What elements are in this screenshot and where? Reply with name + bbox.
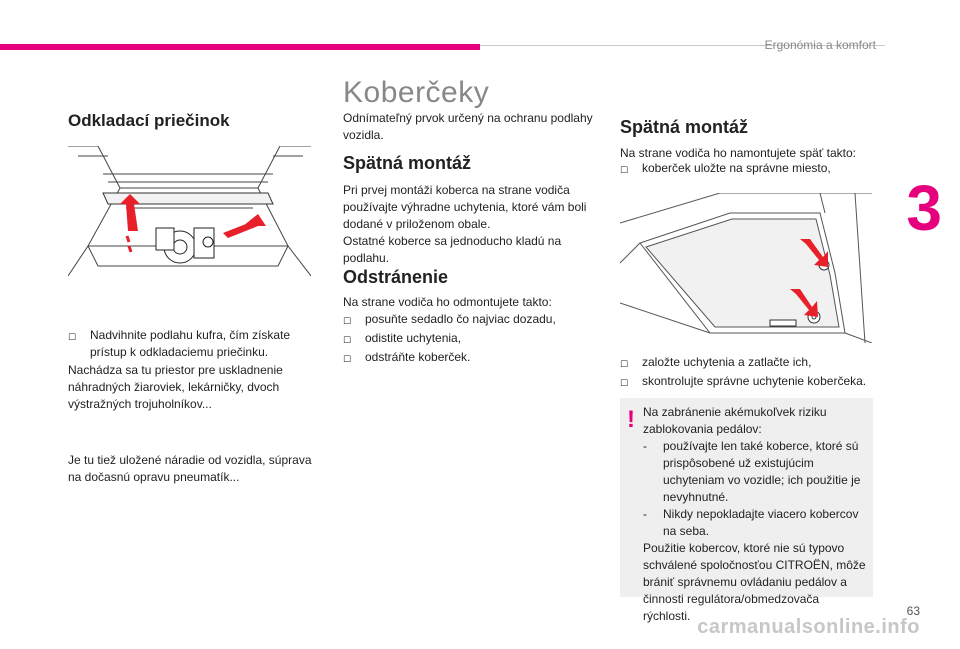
remove-step-text: odstráňte koberček. — [365, 350, 471, 364]
remove-step-text: odistite uchytenia, — [365, 331, 462, 345]
warning-intro: Na zabránenie akémukoľvek riziku zablokovania pedálov: — [643, 405, 827, 436]
header-accent-bar — [0, 44, 480, 50]
chapter-number: 3 — [906, 172, 942, 244]
dash-bullet: - — [643, 439, 647, 453]
list-item — [343, 330, 601, 349]
checkbox-bullet-icon: ☐ — [343, 354, 352, 364]
storage-heading: Odkladací priečinok — [68, 111, 230, 130]
warning-box — [620, 398, 873, 623]
storage-bullet-text: Nadvihnite podlahu kufra, čím získate prístup k odkladaciemu priečinku. — [90, 328, 291, 359]
fit-para-1: Pri prvej montáži koberca na strane vodiča používajte výhradne uchytenia, ktoré vám boli dodané v priloženom obale. — [343, 183, 587, 231]
checkbox-bullet-icon: ☐ — [620, 378, 629, 388]
list-item — [620, 354, 880, 373]
checkbox-bullet-icon: ☐ — [343, 316, 352, 326]
mats-intro: Odnímateľný prvok určený na ochranu podlahy vozidla. — [343, 111, 593, 142]
warning-icon: ! — [627, 406, 635, 433]
trunk-storage-illustration — [68, 146, 311, 289]
refit-intro: Na strane vodiča ho namontujete späť takto: — [620, 146, 856, 160]
refit-step-1 — [620, 160, 880, 179]
refit-steps — [620, 354, 880, 392]
floor-mat-illustration — [620, 193, 872, 343]
warning-item — [643, 506, 867, 540]
chapter-title: Ergonómia a komfort — [764, 38, 876, 52]
mats-title: Koberčeky — [343, 76, 490, 109]
remove-steps — [343, 311, 601, 368]
warning-outro: Použitie kobercov, ktoré nie sú typovo schválené spoločnosťou CITROËN, môže brániť správnemu ovládaniu pedálov a činnosti regulátora/obmedzovača rýchlosti. — [643, 541, 866, 623]
fit-heading: Spätná montáž — [343, 153, 472, 173]
refit-step-text: koberček uložte na správne miesto, — [642, 161, 831, 175]
refit-heading: Spätná montáž — [620, 117, 749, 137]
refit-step-text: založte uchytenia a zatlačte ich, — [642, 355, 812, 369]
refit-step-text: skontrolujte správne uchytenie koberčeka. — [642, 374, 867, 388]
checkbox-bullet-icon: ☐ — [620, 165, 629, 175]
remove-step-text: posuňte sedadlo čo najviac dozadu, — [365, 312, 556, 326]
storage-para-2: Je tu tiež uložené náradie od vozidla, súprava na dočasnú opravu pneumatík... — [68, 453, 312, 484]
warning-item-text: Nikdy nepokladajte viacero kobercov na seba. — [663, 507, 859, 538]
checkbox-bullet-icon: ☐ — [68, 332, 77, 342]
remove-heading: Odstránenie — [343, 267, 449, 287]
list-item — [620, 373, 880, 392]
list-item — [343, 349, 601, 368]
storage-bullet — [68, 327, 303, 361]
dash-bullet: - — [643, 507, 647, 521]
warning-item-text: používajte len také koberce, ktoré sú prispôsobené už existujúcim uchyteniam vo vozidle; ich použitie je nevyhnutné. — [663, 439, 861, 504]
list-item — [343, 311, 601, 330]
warning-item — [643, 438, 867, 506]
checkbox-bullet-icon: ☐ — [620, 359, 629, 369]
checkbox-bullet-icon: ☐ — [343, 335, 352, 345]
storage-para-1: Nachádza sa tu priestor pre uskladnenie náhradných žiaroviek, lekárničky, dvoch výstražných trojuholníkov... — [68, 363, 283, 411]
remove-intro: Na strane vodiča ho odmontujete takto: — [343, 295, 552, 309]
page-number: 63 — [906, 604, 920, 618]
fit-para-2: Ostatné koberce sa jednoducho kladú na podlahu. — [343, 234, 562, 265]
watermark: carmanualsonline.info — [697, 616, 920, 638]
